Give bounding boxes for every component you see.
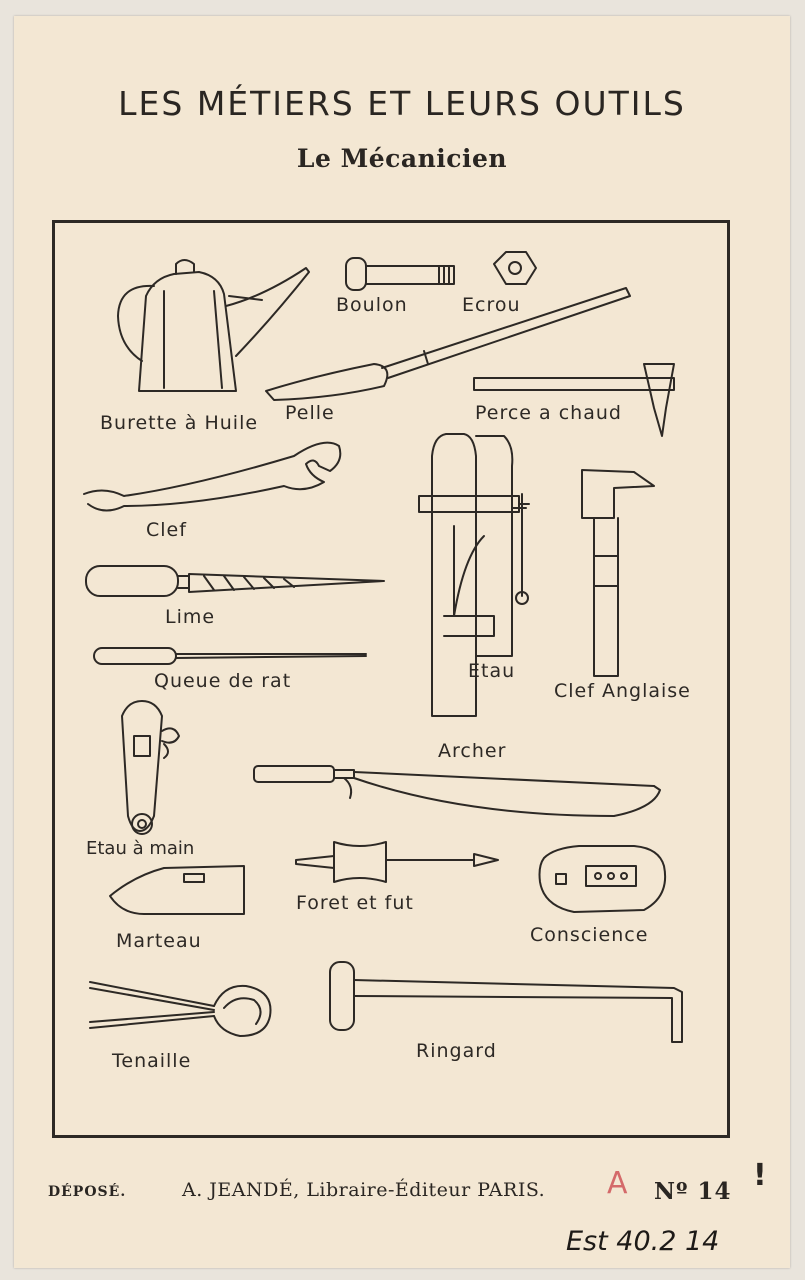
label-conscience: Conscience [530,924,649,946]
label-lime: Lime [165,606,216,628]
label-tenaille: Tenaille [112,1050,192,1072]
card-subtitle: Le Mécanicien [296,144,508,173]
label-pelle: Pelle [285,402,335,424]
label-foret: Foret et fut [296,892,414,914]
label-archer: Archer [438,740,507,762]
label-burette: Burette à Huile [100,412,259,434]
hacksaw-icon [254,766,660,816]
drill-icon [296,842,498,882]
oil-can-icon [118,260,309,391]
shovel-icon [266,288,630,400]
label-etau: Etau [468,660,516,682]
label-boulon: Boulon [336,294,408,316]
nut-icon [494,252,536,284]
pincers-icon [90,982,271,1036]
depose-mark: DÉPOSÉ. [48,1184,127,1200]
label-ecrou: Ecrou [462,294,521,316]
label-queue-de-rat: Queue de rat [154,670,292,692]
hammer-icon [110,866,244,914]
tools-illustration [14,16,790,1268]
fire-rake-icon [330,962,682,1042]
label-clef: Clef [146,519,187,541]
breast-plate-icon [540,846,666,912]
label-perce: Perce a chaud [475,402,622,424]
label-ringard: Ringard [416,1040,497,1062]
pencil-tick: ! [753,1158,767,1193]
stamp-letter: A [607,1166,628,1201]
hot-punch-icon [474,364,674,436]
label-marteau: Marteau [116,930,202,952]
label-clef-anglaise: Clef Anglaise [554,680,691,702]
bolt-icon [346,258,454,290]
card [14,16,790,1268]
shelfmark: Est 40.2 14 [566,1226,720,1257]
hand-vise-icon [122,701,179,834]
series-title: LES MÉTIERS ET LEURS OUTILS [118,84,686,123]
rat-tail-file-icon [94,648,366,664]
wrench-icon [84,443,340,511]
adjustable-wrench-icon [582,470,654,676]
label-etau-main: Etau à main [86,838,195,859]
card-number: Nº 14 [654,1178,732,1205]
file-icon [86,566,384,596]
publisher-line: A. JEANDÉ, Libraire-Éditeur PARIS. [182,1179,546,1201]
